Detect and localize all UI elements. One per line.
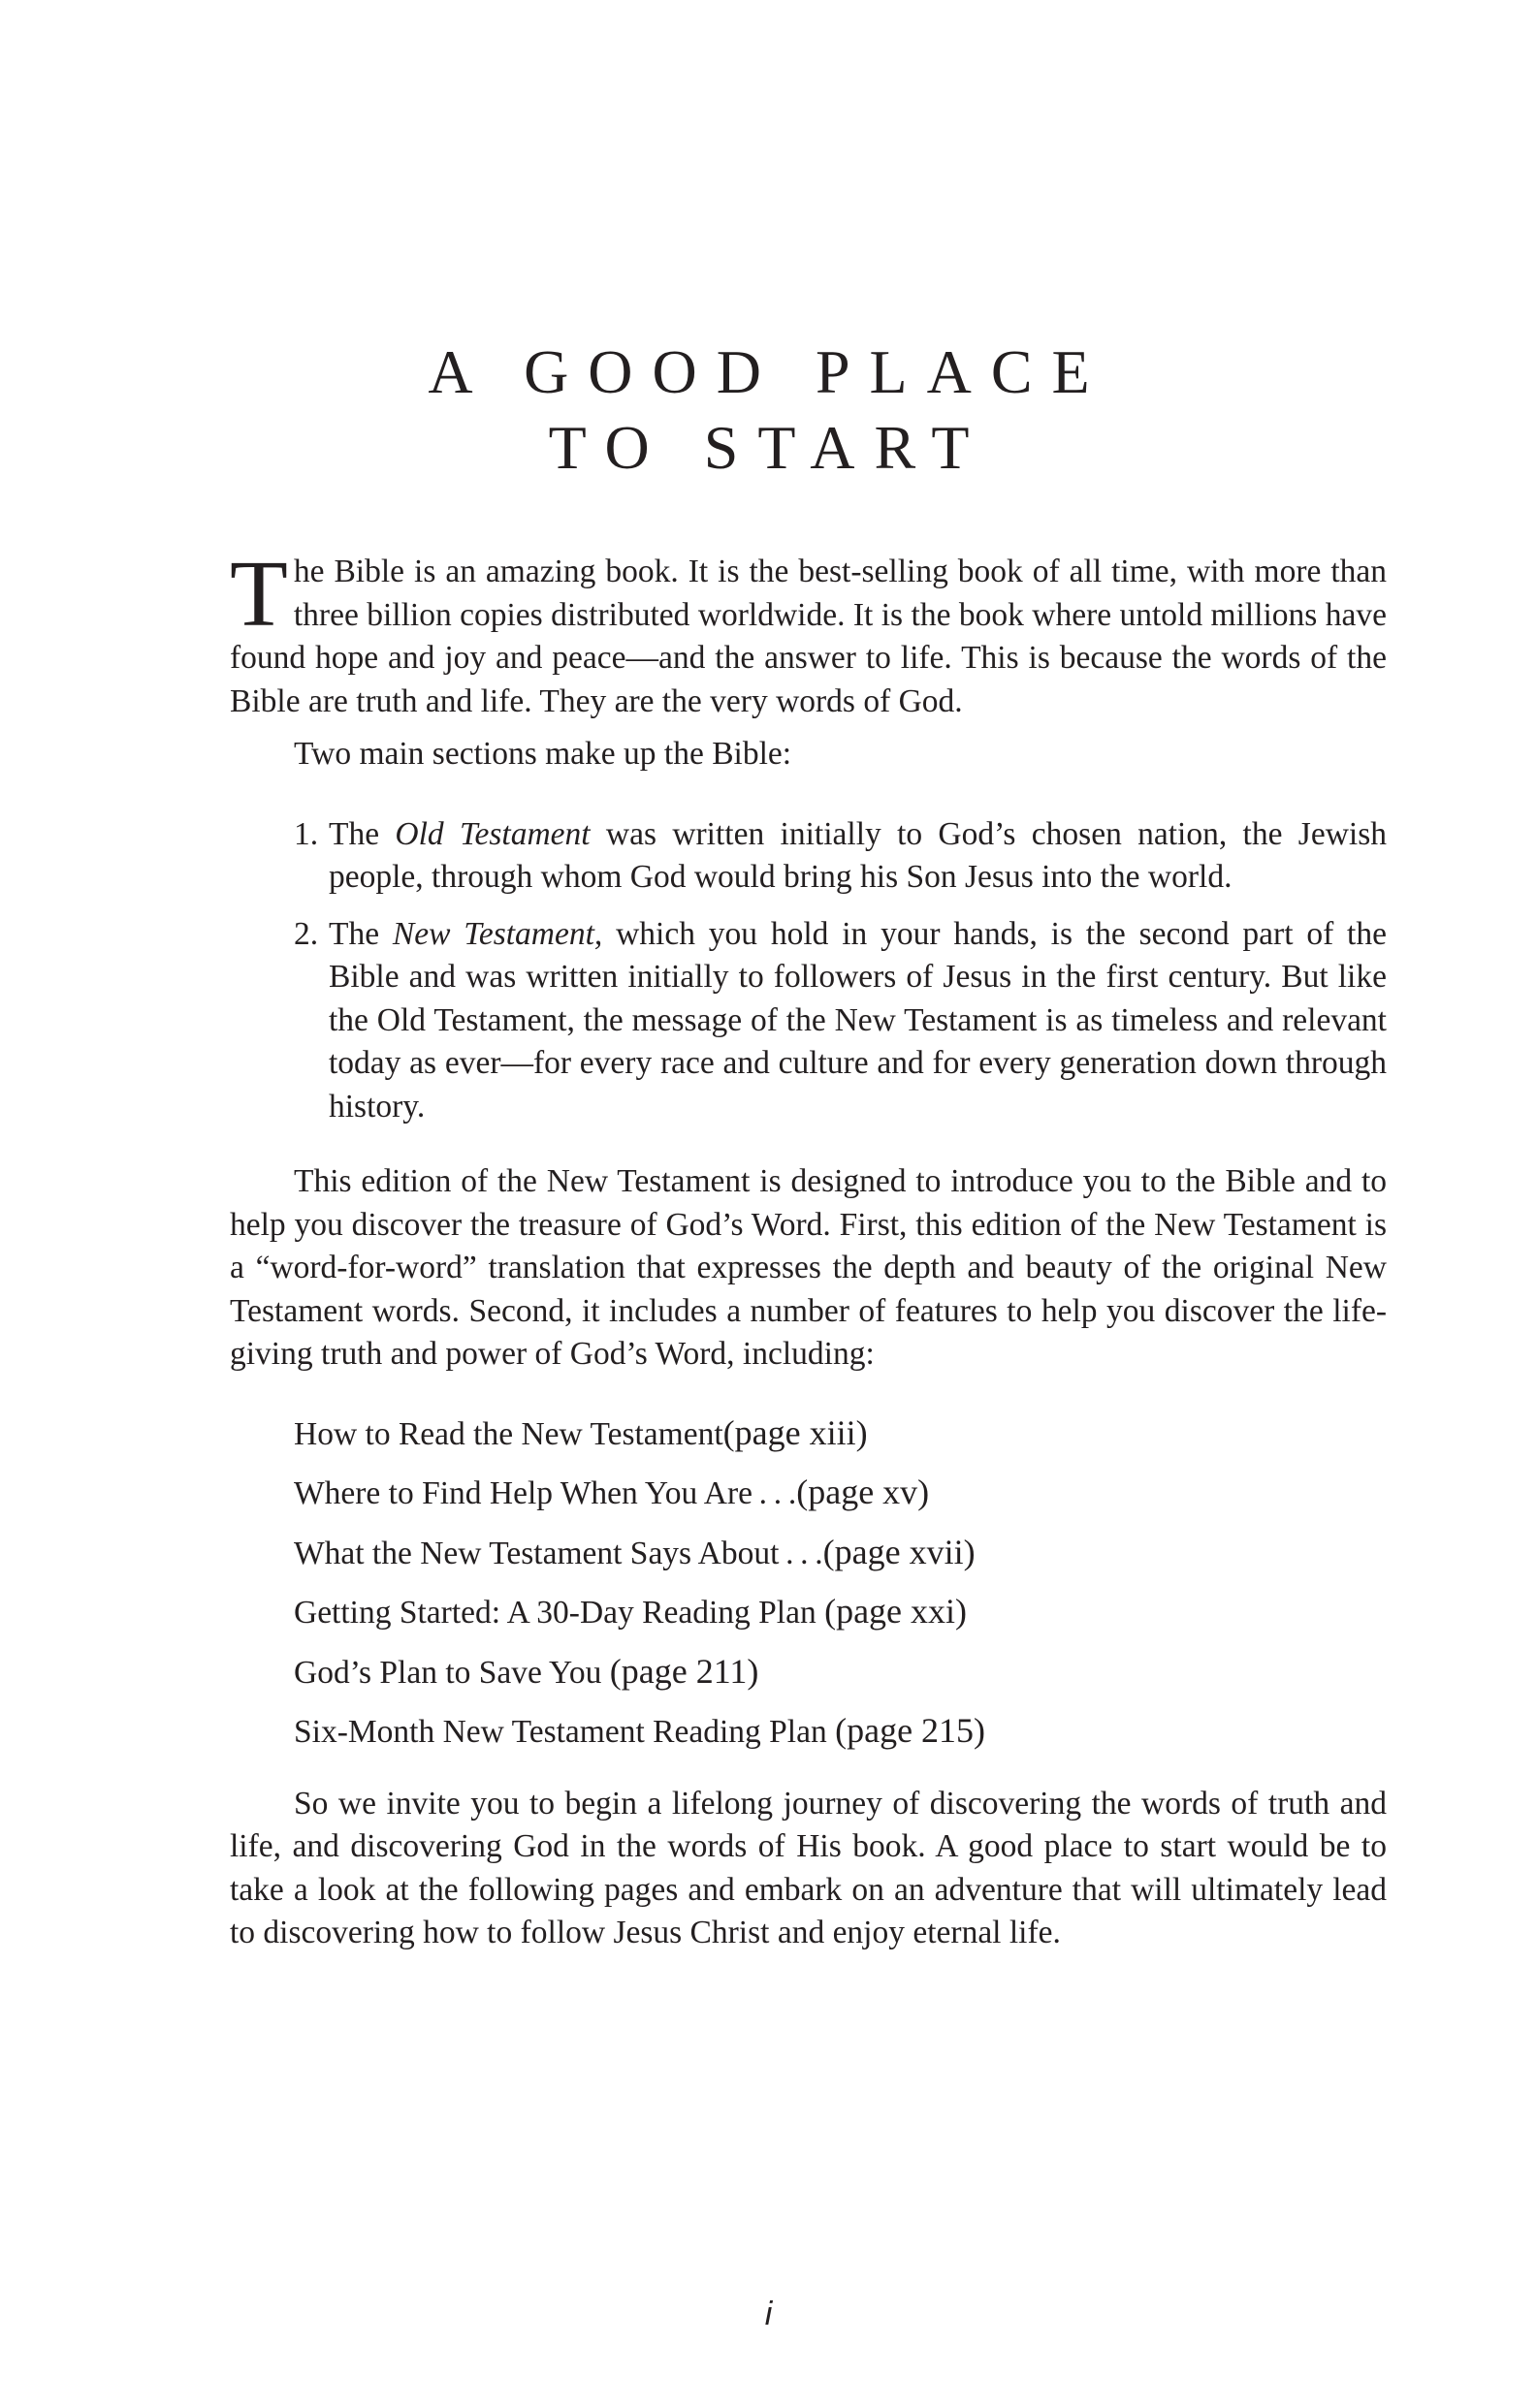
feature-label: Where to Find Help When You Are . . .	[294, 1475, 797, 1511]
page-body	[230, 542, 1387, 1955]
feature-page-ref: (page xiii)	[722, 1412, 868, 1452]
feature-item	[294, 1642, 1387, 1702]
list-item-prefix: The	[329, 815, 396, 852]
feature-page-ref: (page xxi)	[824, 1592, 968, 1631]
list-item-prefix: The	[329, 915, 393, 952]
page-number: i	[764, 2296, 773, 2332]
intro-paragraph	[230, 542, 1387, 723]
list-item-text: was written initially to God’s chosen nation, the Jewish people, through whom God would bring his Son Jesus into the world.	[329, 815, 1387, 895]
emphasis-new-testament: New Testament,	[392, 915, 603, 952]
feature-item	[294, 1404, 1387, 1464]
list-item-text: which you hold in your hands, is the second part of the Bible and was written initially to followers of Jesus in the first century. But like the Old Testament, the message of the New Testament is as timeless and relevant today as ever—for every race and culture and for every generation down through history.	[329, 915, 1387, 1125]
emphasis-old-testament: Old Testament	[395, 815, 591, 852]
list-number: 1.	[294, 815, 319, 852]
page-title-line-1: A GOOD PLACE	[428, 337, 1109, 406]
list-item-old-testament	[294, 813, 1387, 900]
feature-item	[294, 1523, 1387, 1583]
list-item-new-testament	[294, 913, 1387, 1129]
sections-intro: Two main sections make up the Bible:	[294, 736, 792, 772]
feature-page-ref: (page xvii)	[822, 1532, 976, 1571]
feature-item	[294, 1701, 1387, 1761]
page-title-line-2: TO START	[548, 413, 989, 482]
feature-page-ref: (page 215)	[835, 1711, 986, 1750]
edition-paragraph: This edition of the New Testament is designed to introduce you to the Bible and to help you discover the treasure of God’s Word. First, this edition of the New Testament is a “word-for-word” translation that expresses the depth and beauty of the original New Testament words. Second, it includes a number of features to help you discover the life-giving truth and power of God’s Word, including:	[230, 1163, 1387, 1372]
drop-cap: T	[230, 542, 288, 647]
intro-text: he Bible is an amazing book. It is the best-selling book of all time, with more than three billion copies distributed worldwide. It is the book where untold millions have found hope and joy and peace—and the answer to life. This is because the words of the Bible are truth and life. They are the very words of God.	[230, 554, 1387, 719]
feature-item	[294, 1463, 1387, 1523]
feature-page-ref: (page 211)	[609, 1651, 759, 1691]
features-list	[230, 1404, 1387, 1761]
feature-label: How to Read the New Testament	[294, 1415, 723, 1452]
list-number: 2.	[294, 915, 319, 952]
feature-label: Six-Month New Testament Reading Plan	[294, 1714, 836, 1750]
feature-label: Getting Started: A 30-Day Reading Plan	[294, 1595, 825, 1631]
feature-label: What the New Testament Says About . . .	[294, 1535, 823, 1571]
feature-item	[294, 1582, 1387, 1642]
sections-list	[230, 813, 1387, 1129]
closing-paragraph: So we invite you to begin a lifelong journey of discovering the words of truth and life, and discovering God in the words of His book. A good place to start would be to take a look at the following pages and embark on an adventure that will ultimately lead to discovering how to follow Jesus Christ and enjoy eternal life.	[230, 1785, 1387, 1950]
feature-label: God’s Plan to Save You	[294, 1654, 610, 1691]
feature-page-ref: (page xv)	[796, 1473, 930, 1511]
